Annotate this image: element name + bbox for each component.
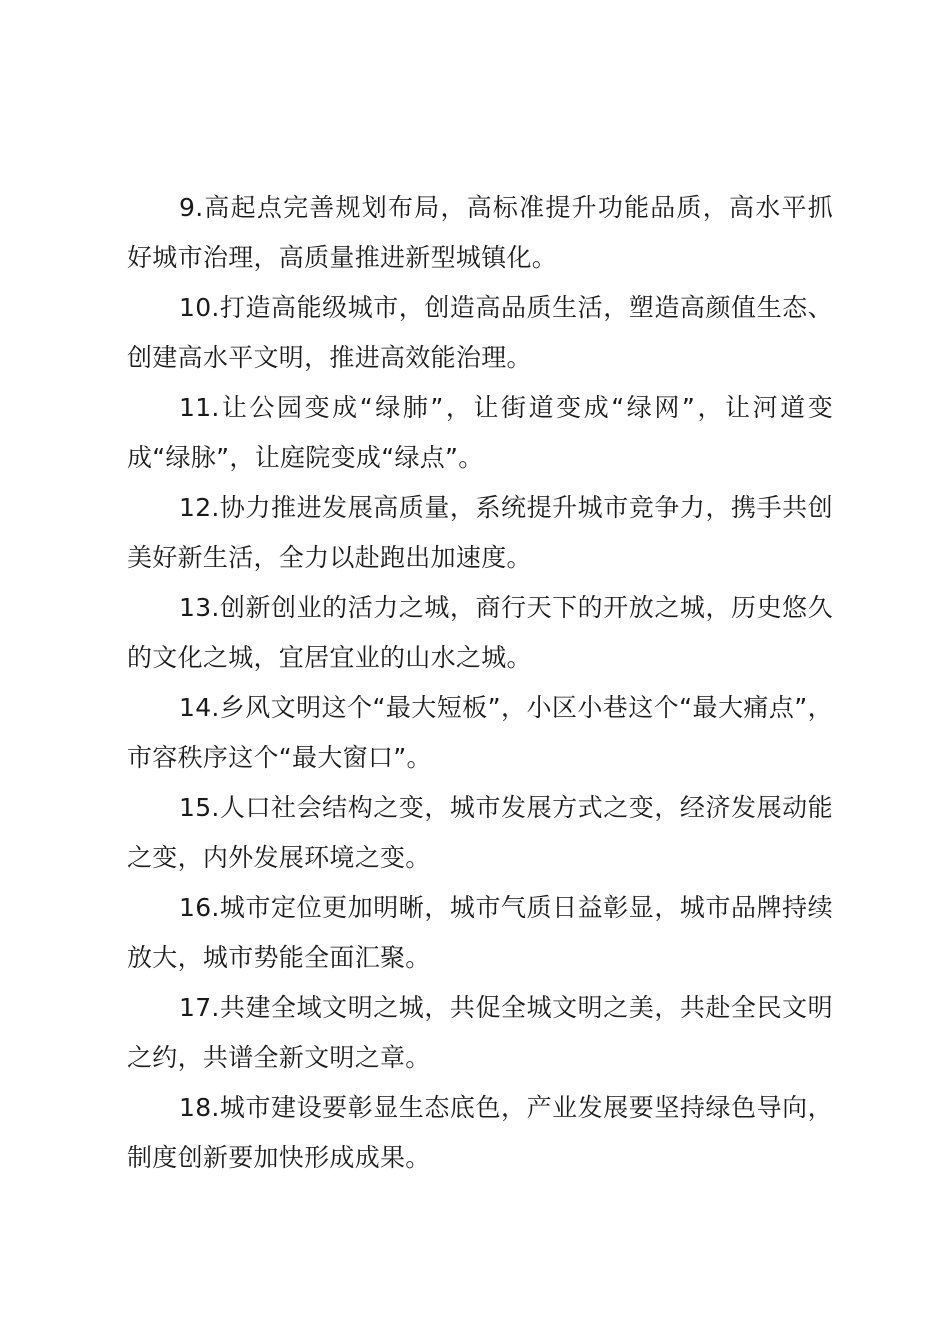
paragraph-9: 9.高起点完善规划布局，高标准提升功能品质，高水平抓好城市治理，高质量推进新型城镇化。 [127,193,833,272]
paragraph-10: 10.打造高能级城市，创造高品质生活，塑造高颜值生态、创建高水平文明，推进高效能治理。 [127,293,833,372]
paragraph-17: 17.共建全域文明之城，共促全城文明之美，共赴全民文明之约，共谱全新文明之章。 [127,993,833,1072]
document-body [127,183,833,1183]
paragraph-11: 11.让公园变成“绿肺”，让街道变成“绿网”，让河道变成“绿脉”，让庭院变成“绿点”。 [127,393,833,472]
paragraph-14: 14.乡风文明这个“最大短板”，小区小巷这个“最大痛点”，市容秩序这个“最大窗口”。 [127,693,833,772]
paragraph-12: 12.协力推进发展高质量，系统提升城市竞争力，携手共创美好新生活，全力以赴跑出加速度。 [127,493,833,572]
paragraph-16: 16.城市定位更加明晰，城市气质日益彰显，城市品牌持续放大，城市势能全面汇聚。 [127,893,833,972]
paragraph-18: 18.城市建设要彰显生态底色，产业发展要坚持绿色导向，制度创新要加快形成成果。 [127,1093,833,1172]
paragraph-15: 15.人口社会结构之变，城市发展方式之变，经济发展动能之变，内外发展环境之变。 [127,793,833,872]
paragraph-13: 13.创新创业的活力之城，商行天下的开放之城，历史悠久的文化之城，宜居宜业的山水之城。 [127,593,833,672]
